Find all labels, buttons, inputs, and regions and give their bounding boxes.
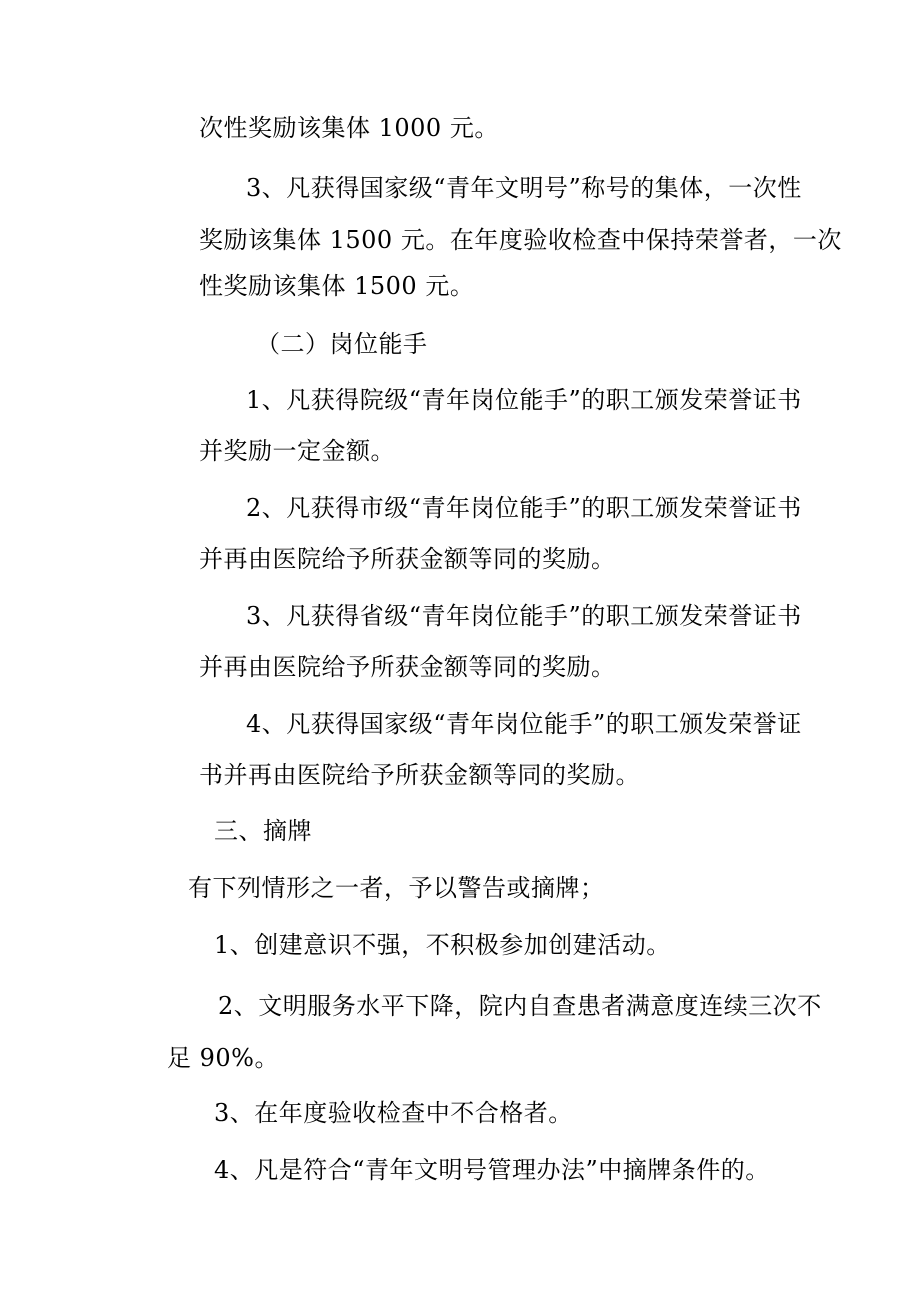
text-line: 足 90%。: [167, 1044, 279, 1072]
text-line: 3、凡获得省级“青年岗位能手”的职工颁发荣誉证书: [246, 602, 802, 630]
text-line: 书并再由医院给予所获金额等同的奖励。: [199, 761, 640, 789]
section-heading: 三、摘牌: [214, 817, 312, 845]
text-line: 2、凡获得市级“青年岗位能手”的职工颁发荣誉证书: [246, 494, 802, 522]
text-line: 奖励该集体 1500 元。在年度验收检查中保持荣誉者，一次: [199, 226, 842, 254]
text-line: 性奖励该集体 1500 元。: [199, 272, 475, 300]
text-line: 3、凡获得国家级“青年文明号”称号的集体，一次性: [246, 174, 802, 202]
text-line: 2、文明服务水平下降，院内自查患者满意度连续三次不: [218, 992, 822, 1020]
text-line: 4、凡是符合“青年文明号管理办法”中摘牌条件的。: [214, 1156, 770, 1184]
text-line: 并再由医院给予所获金额等同的奖励。: [199, 653, 616, 681]
section-heading: （二）岗位能手: [256, 330, 428, 358]
text-line: 并再由医院给予所获金额等同的奖励。: [199, 545, 616, 573]
text-line: 3、在年度验收检查中不合格者。: [214, 1099, 573, 1127]
text-line: 次性奖励该集体 1000 元。: [199, 114, 499, 142]
text-line: 有下列情形之一者，予以警告或摘牌；: [188, 874, 605, 902]
text-line: 1、创建意识不强，不积极参加创建活动。: [214, 931, 671, 959]
text-line: 1、凡获得院级“青年岗位能手”的职工颁发荣誉证书: [246, 386, 802, 414]
text-line: 4、凡获得国家级“青年岗位能手”的职工颁发荣誉证: [246, 710, 802, 738]
text-line: 并奖励一定金额。: [199, 437, 395, 465]
